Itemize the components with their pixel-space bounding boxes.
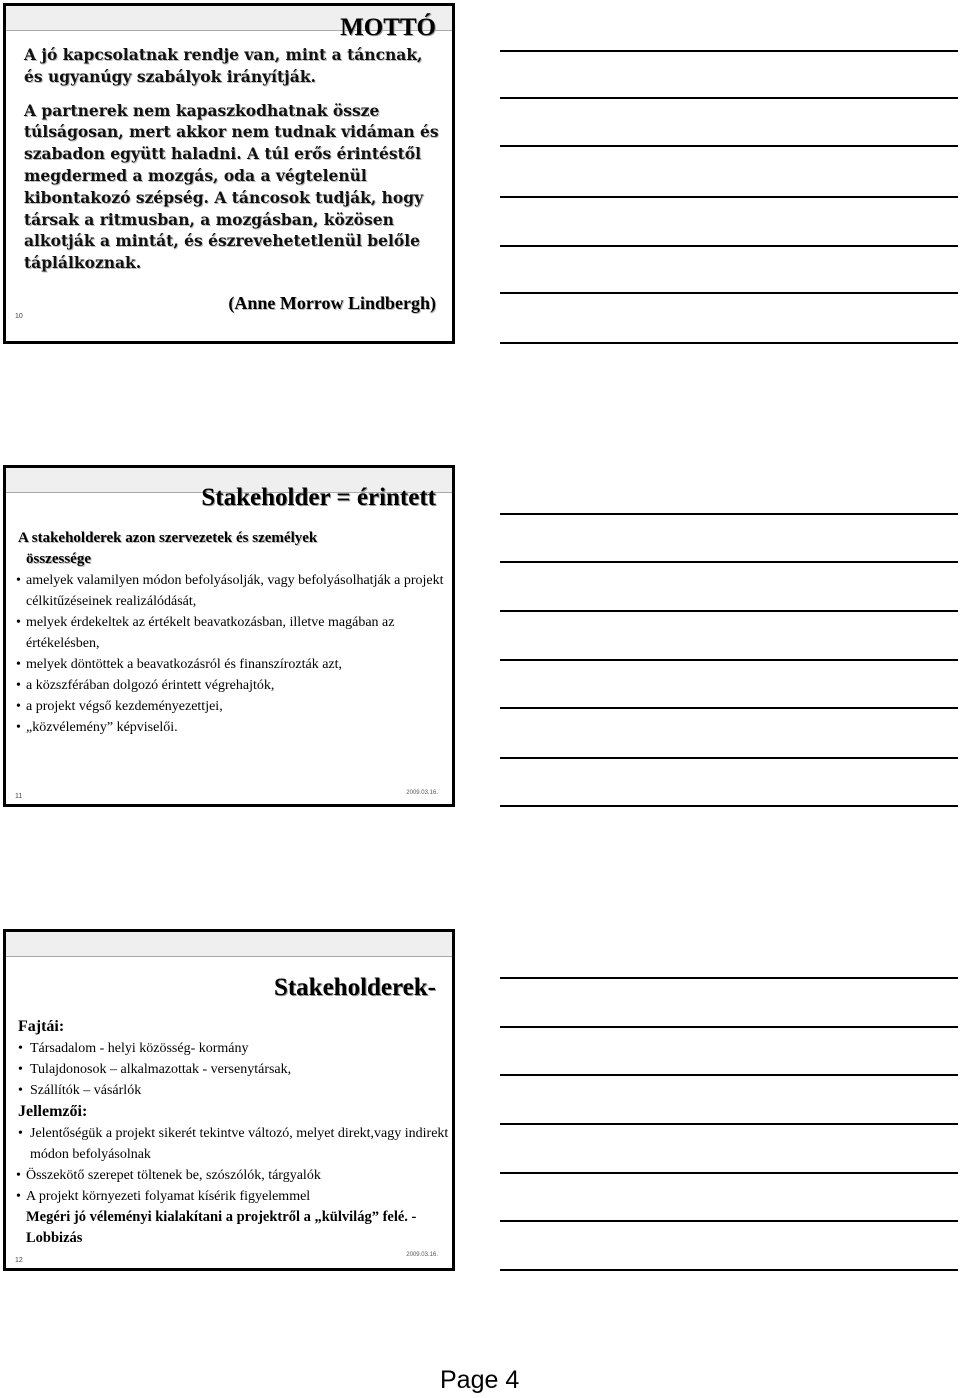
- section-heading: Jellemzői:: [18, 1103, 88, 1120]
- list-item: • Szállítók – vásárlók: [18, 1080, 450, 1101]
- note-line: [500, 977, 958, 979]
- note-line: [500, 50, 958, 52]
- list-item: • Társadalom - helyi közösség- kormány: [18, 1038, 450, 1059]
- slide-content: [18, 1016, 450, 1249]
- slide-title: Stakeholder = érintett: [201, 484, 436, 511]
- note-line: [500, 561, 958, 563]
- list-item: • melyek döntöttek a beavatkozásról és finanszírozták azt,: [18, 654, 450, 675]
- note-line: [500, 1172, 958, 1174]
- motto-paragraph: A jó kapcsolatnak rendje van, mint a táncnak, és ugyanúgy szabályok irányítják.: [24, 45, 423, 86]
- list-item: • a projekt végső kezdeményezettjei,: [18, 696, 450, 717]
- motto-author: (Anne Morrow Lindbergh): [228, 293, 436, 313]
- list-item: • Jelentőségük a projekt sikerét tekintve változó, melyet direkt,vagy indirekt módon befolyásolnak: [18, 1123, 450, 1165]
- note-line: [500, 805, 958, 807]
- note-line: [500, 610, 958, 612]
- note-line: [500, 342, 958, 344]
- list-item: • Tulajdonosok – alkalmazottak - versenytársak,: [18, 1059, 450, 1080]
- lobbying-note: Megéri jó véleményi kialakítani a projektről a „külvilág” felé. - Lobbizás: [26, 1209, 417, 1246]
- list-item: • Összekötő szerepet töltenek be, szószólók, tárgyalók: [18, 1165, 450, 1186]
- motto-text: [24, 44, 444, 286]
- slide-motto: [3, 3, 455, 344]
- slide-stakeholder-definition: [3, 465, 455, 807]
- note-line: [500, 1123, 958, 1125]
- note-line: [500, 1220, 958, 1222]
- note-line: [500, 1269, 958, 1271]
- definition-lead: [18, 528, 450, 570]
- slide-content: [18, 528, 450, 738]
- list-item: • „közvélemény” képviselői.: [18, 717, 450, 738]
- slide-stakeholder-types: [3, 929, 455, 1271]
- lead-line: A stakeholderek azon szervezetek és személyek: [18, 530, 318, 546]
- list-item: • a közszférában dolgozó érintett végrehajtók,: [18, 675, 450, 696]
- slide-date: 2009.03.16.: [406, 790, 438, 796]
- slide-date: 2009.03.16.: [406, 1252, 438, 1258]
- slide-number: 10: [15, 313, 23, 320]
- note-line: [500, 659, 958, 661]
- note-line: [500, 245, 958, 247]
- page-number: Page 4: [440, 1366, 520, 1394]
- note-line: [500, 1026, 958, 1028]
- lead-line: összessége: [26, 551, 91, 567]
- note-line: [500, 707, 958, 709]
- slide-number: 12: [15, 1257, 23, 1264]
- slide-title: MOTTÓ: [340, 14, 436, 41]
- note-line: [500, 1074, 958, 1076]
- note-line: [500, 145, 958, 147]
- definition-bullets: [18, 570, 450, 738]
- note-line: [500, 292, 958, 294]
- types-list: [18, 1038, 450, 1101]
- note-line: [500, 513, 958, 515]
- slide-number: 11: [15, 793, 23, 800]
- section-heading: Fajtái:: [18, 1018, 65, 1035]
- traits-list: [18, 1123, 450, 1207]
- list-item: • melyek érdekeltek az értékelt beavatkozásban, illetve magában az értékelésben,: [18, 612, 450, 654]
- slide-title: Stakeholderek-: [273, 974, 436, 1001]
- slide-header-bar: [6, 932, 452, 957]
- motto-paragraph: A partnerek nem kapaszkodhatnak össze túlságosan, mert akkor nem tudnak vidáman és szabadon együtt haladni. A túl erős érintéstől megdermed a mozgás, oda a végtelenül kibontakozó szépség. A táncosok tudják, hogy társak a ritmusban, a mozgásban, közösen alkotják a mintát, és észrevehetetlenül belőle táplálkoznak.: [24, 100, 439, 273]
- note-line: [500, 196, 958, 198]
- note-line: [500, 97, 958, 99]
- list-item: • A projekt környezeti folyamat kísérik figyelemmel: [18, 1186, 450, 1207]
- note-line: [500, 757, 958, 759]
- list-item: • amelyek valamilyen módon befolyásolják, vagy befolyásolhatják a projekt célkitűzéseinek realizálódását,: [18, 570, 450, 612]
